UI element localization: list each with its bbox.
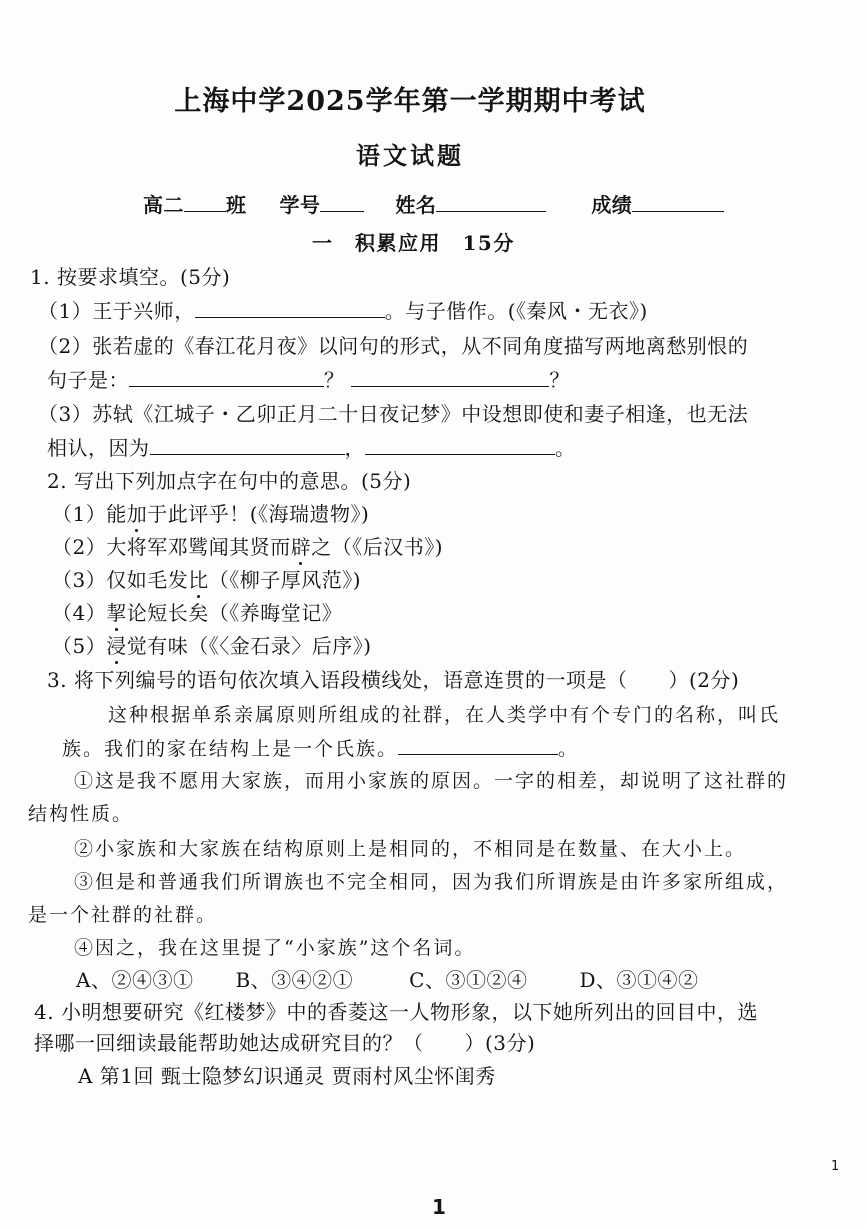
- class-label: 班: [226, 193, 247, 217]
- q4-stem-line2: 择哪一回细读最能帮助她达成研究目的？（ ）(3分): [34, 1031, 536, 1055]
- exam-subtitle: 语文试题: [356, 141, 464, 170]
- score-blank[interactable]: [632, 191, 724, 212]
- q2-item-3-post: （《柳子厚风范》): [208, 568, 362, 592]
- q2-item-4-num: （4）: [52, 601, 107, 625]
- exam-title: 上海中学2025学年第一学期期中考试: [174, 86, 646, 117]
- q1-item-3-comma: ，: [344, 436, 365, 460]
- q1-item-1: [38, 297, 648, 325]
- section-heading: 一 积累应用 15分: [312, 231, 515, 255]
- q2-item-2-pre: 大将军邓骘闻其贤而: [106, 535, 291, 559]
- q2-item-1-pre: 能: [106, 502, 127, 526]
- grade-label: 高二: [143, 193, 184, 217]
- q1-item-3-line1: （3）苏轼《江城子・乙卯正月二十日夜记梦》中设想即使和妻子相逢，也无法: [38, 402, 749, 426]
- q3-option-c[interactable]: C、③①②④: [409, 968, 528, 992]
- q1-item-2-qmark-1: ？: [324, 368, 345, 392]
- q2-item-3-num: （3）: [52, 568, 107, 592]
- q2-item-1: [52, 500, 369, 528]
- q2-item-5-post: 觉有味（《〈金石录〉后序》): [126, 634, 372, 658]
- name-blank[interactable]: [436, 191, 546, 212]
- q2-item-4-post: 论短长矣（《养晦堂记》: [126, 601, 343, 625]
- q2-item-1-num: （1）: [52, 502, 107, 526]
- name-label: 姓名: [395, 193, 437, 217]
- q1-item-2-blank-1[interactable]: [129, 366, 324, 387]
- q3-sentence-3-line1: ③但是和普通我们所谓族也不完全相同，因为我们所谓族是由许多家所组成，: [74, 871, 789, 893]
- q2-stem: 2. 写出下列加点字在句中的意思。(5分): [47, 469, 412, 493]
- q3-passage-blank[interactable]: [398, 734, 558, 755]
- q1-item-3-line2: [47, 434, 576, 462]
- score-label: 成绩: [591, 193, 633, 217]
- class-blank[interactable]: [184, 191, 226, 212]
- q3-sentence-4: ④因之，我在这里提了“小家族”这个名词。: [74, 937, 476, 959]
- q1-item-3-prompt: 相认，因为: [47, 436, 150, 460]
- q2-item-1-dotted-char: 加: [126, 502, 148, 526]
- q2-item-3: [52, 566, 361, 594]
- q3-sentence-3-line2: 是一个社群的社群。: [28, 904, 218, 926]
- q2-item-5: [52, 632, 372, 660]
- q4-stem-line1: 4. 小明想要研究《红楼梦》中的香菱这一人物形象，以下她所列出的回目中，选: [34, 1000, 758, 1024]
- q1-stem: 1. 按要求填空。(5分): [30, 265, 231, 289]
- q1-item-2-line1: （2）张若虚的《春江花月夜》以问句的形式，从不同角度描写两地离愁别恨的: [38, 334, 749, 358]
- q3-passage-line1: 这种根据单系亲属原则所组成的社群，在人类学中有个专门的名称，叫氏: [108, 704, 781, 726]
- q3-sentence-1-line2: 结构性质。: [28, 803, 134, 825]
- q1-item-2-blank-2[interactable]: [351, 366, 549, 387]
- q2-item-1-post: 于此评乎！(《海瑞遗物》): [147, 502, 370, 526]
- q1-item-1-source: 。与子偕作。(《秦风・无衣》): [384, 299, 648, 323]
- q1-item-1-blank[interactable]: [195, 297, 385, 318]
- q1-item-3-end: 。: [555, 436, 576, 460]
- q3-passage-end: 。: [558, 738, 580, 760]
- q2-item-2-post: 之（《后汉书》): [311, 535, 444, 559]
- q2-item-2-num: （2）: [52, 535, 107, 559]
- q3-option-b[interactable]: B、③④②①: [235, 968, 354, 992]
- q1-item-3-blank-2[interactable]: [365, 434, 555, 455]
- student-id-label: 学号: [279, 193, 321, 217]
- q4-option-a[interactable]: A 第1回 甄士隐梦幻识通灵 贾雨村风尘怀闺秀: [78, 1064, 496, 1088]
- q1-item-3-blank-1[interactable]: [150, 434, 345, 455]
- q2-item-2: [52, 533, 443, 561]
- page-number: 1: [432, 1195, 447, 1219]
- q3-sentence-1-line1: ①这是我不愿用大家族，而用小家族的原因。一字的相差，却说明了这社群的: [74, 770, 789, 792]
- q2-item-5-dotted-char: 浸: [106, 634, 127, 658]
- q2-item-5-num: （5）: [52, 634, 107, 658]
- q3-passage-line2: [62, 734, 579, 763]
- q1-item-2-qmark-2: ？: [549, 368, 570, 392]
- q1-item-1-text: （1）王于兴师，: [38, 299, 195, 323]
- q3-options: [76, 966, 699, 994]
- student-id-blank[interactable]: [320, 191, 364, 212]
- side-page-number: 1: [831, 1159, 840, 1174]
- q3-option-d[interactable]: D、③①④②: [579, 968, 699, 992]
- q2-item-3-dotted-char: 比: [188, 568, 209, 592]
- q2-item-3-pre: 仅如毛发: [106, 568, 189, 592]
- q3-option-a[interactable]: A、②④③①: [76, 968, 194, 992]
- q3-passage-text: 族。我们的家在结构上是一个氏族。: [62, 738, 399, 760]
- q3-stem: 3. 将下列编号的语句依次填入语段横线处，语意连贯的一项是（ ）(2分): [47, 668, 740, 692]
- q1-item-2-line2: [47, 366, 570, 394]
- q2-item-2-dotted-char: 辟: [290, 535, 312, 559]
- q2-item-4: [52, 599, 342, 627]
- q2-item-4-dotted-char: 挈: [106, 601, 127, 625]
- student-info-row: [143, 191, 724, 219]
- q1-item-2-prompt: 句子是：: [47, 368, 129, 392]
- q3-sentence-2: ②小家族和大家族在结构原则上是相同的，不相同是在数量、在大小上。: [74, 838, 747, 860]
